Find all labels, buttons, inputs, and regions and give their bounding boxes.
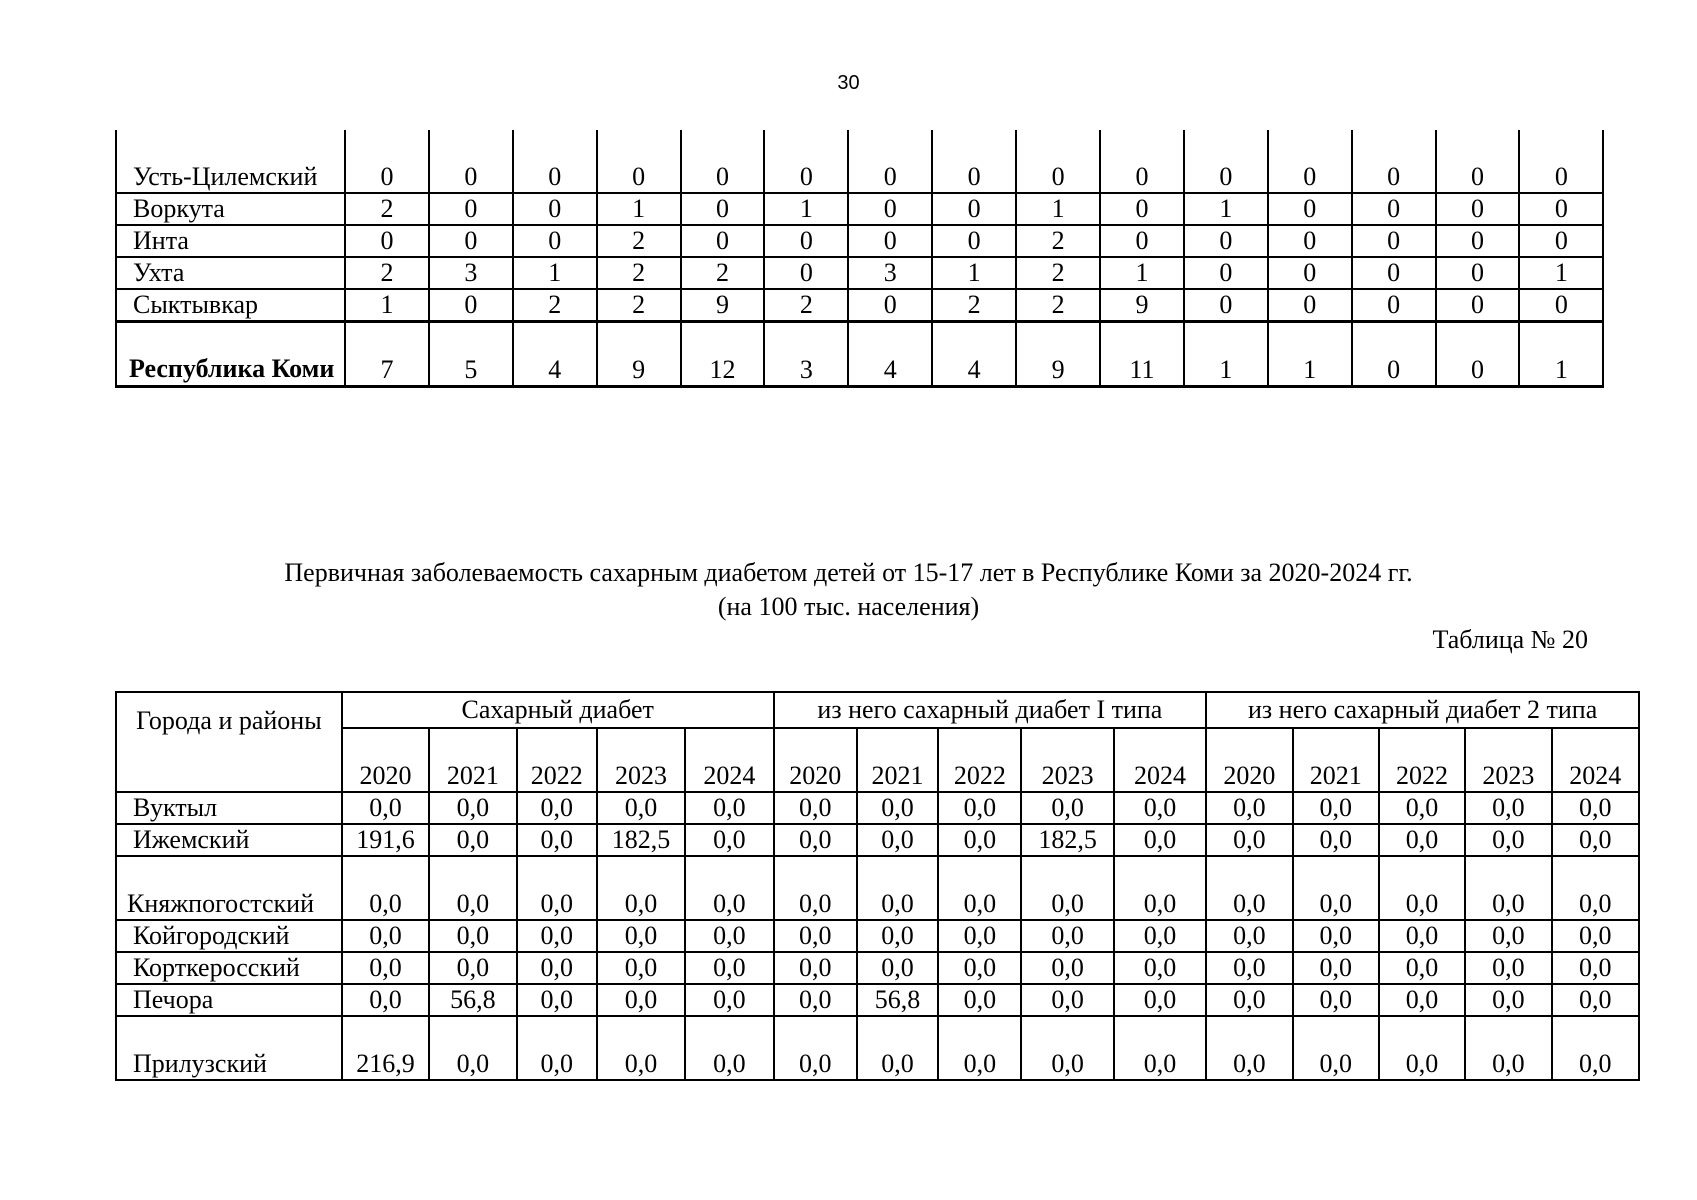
- cell-value: 2: [932, 289, 1016, 322]
- cell-value: 0,0: [685, 1016, 773, 1080]
- row-label: Ижемский: [116, 824, 342, 856]
- cell-value: 0,0: [685, 856, 773, 920]
- table-title-line-2: (на 100 тыс. населения): [717, 592, 980, 621]
- table-row: [116, 824, 1639, 856]
- cell-value: 2: [597, 225, 681, 257]
- cell-value: 0,0: [1379, 1016, 1465, 1080]
- cell-value: 1: [1100, 257, 1184, 289]
- cell-value: 0,0: [1293, 856, 1379, 920]
- cell-value: 1: [932, 257, 1016, 289]
- cell-value: 0: [513, 193, 597, 225]
- cell-value: 1: [1016, 193, 1100, 225]
- cell-value: 191,6: [342, 824, 429, 856]
- cell-value: 0,0: [1379, 824, 1465, 856]
- cell-value: 0,0: [1293, 952, 1379, 984]
- cell-value: 0: [1184, 225, 1268, 257]
- cell-value: 0,0: [429, 856, 516, 920]
- cell-value: 0: [1519, 225, 1603, 257]
- cell-value: 0,0: [685, 952, 773, 984]
- cell-value: 0,0: [517, 1016, 597, 1080]
- table-row: [116, 193, 1603, 225]
- year-header: 2020: [774, 728, 857, 792]
- cell-value: 0,0: [1465, 1016, 1551, 1080]
- cell-value: 2: [345, 193, 429, 225]
- cell-value: 0: [1100, 225, 1184, 257]
- cell-value: 3: [848, 257, 932, 289]
- cell-value: 0: [513, 225, 597, 257]
- cell-value: 0,0: [342, 792, 429, 824]
- cell-value: 0,0: [857, 920, 938, 952]
- cell-value: 0,0: [1552, 952, 1639, 984]
- cell-value: 0,0: [517, 984, 597, 1016]
- cell-value: 0: [597, 130, 681, 193]
- cell-value: 9: [1016, 322, 1100, 387]
- cell-value: 0: [1268, 193, 1352, 225]
- cell-value: 0: [1436, 322, 1520, 387]
- row-label: Печора: [116, 984, 342, 1016]
- cell-value: 0: [764, 257, 848, 289]
- cell-value: 0,0: [1379, 920, 1465, 952]
- cell-value: 0: [764, 225, 848, 257]
- cell-value: 0,0: [1379, 792, 1465, 824]
- corner-header: Города и районы: [116, 692, 342, 792]
- cell-value: 0: [932, 130, 1016, 193]
- year-header: 2022: [517, 728, 597, 792]
- cell-value: 0: [681, 193, 765, 225]
- cell-value: 0,0: [938, 856, 1021, 920]
- cell-value: 0: [429, 193, 513, 225]
- cell-value: 0,0: [597, 984, 685, 1016]
- cell-value: 0,0: [774, 984, 857, 1016]
- cell-value: 0,0: [1293, 1016, 1379, 1080]
- cell-value: 0,0: [429, 792, 516, 824]
- cell-value: 2: [681, 257, 765, 289]
- cell-value: 0,0: [1206, 856, 1292, 920]
- year-header: 2020: [342, 728, 429, 792]
- cell-value: 0: [1436, 193, 1520, 225]
- cell-value: 0,0: [429, 824, 516, 856]
- cell-value: 1: [1184, 322, 1268, 387]
- cell-value: 0,0: [1552, 824, 1639, 856]
- cell-value: 0,0: [685, 920, 773, 952]
- cell-value: 0,0: [597, 792, 685, 824]
- cell-value: 0,0: [685, 984, 773, 1016]
- cell-value: 0,0: [685, 792, 773, 824]
- row-label: Инта: [116, 225, 345, 257]
- cell-value: 0,0: [1465, 984, 1551, 1016]
- year-header: 2024: [685, 728, 773, 792]
- cell-value: 0: [1016, 130, 1100, 193]
- table-row: [116, 792, 1639, 824]
- cell-value: 0: [848, 225, 932, 257]
- cell-value: 1: [1184, 193, 1268, 225]
- cell-value: 0,0: [1206, 824, 1292, 856]
- cell-value: 0,0: [1379, 856, 1465, 920]
- cell-value: 0: [345, 225, 429, 257]
- cell-value: 0: [1268, 130, 1352, 193]
- year-header: 2022: [938, 728, 1021, 792]
- cell-value: 0: [429, 225, 513, 257]
- cell-value: 0,0: [685, 824, 773, 856]
- cell-value: 0,0: [1021, 1016, 1113, 1080]
- cell-value: 0,0: [1465, 952, 1551, 984]
- table-number: Таблица № 20: [1432, 625, 1588, 654]
- cell-value: 0,0: [517, 952, 597, 984]
- cell-value: 0,0: [774, 856, 857, 920]
- cell-value: 0,0: [1293, 984, 1379, 1016]
- cell-value: 0,0: [774, 952, 857, 984]
- cell-value: 0,0: [1114, 952, 1206, 984]
- cell-value: 2: [597, 257, 681, 289]
- cell-value: 0,0: [1206, 920, 1292, 952]
- cell-value: 0,0: [1552, 856, 1639, 920]
- cell-value: 0,0: [342, 984, 429, 1016]
- cell-value: 2: [1016, 225, 1100, 257]
- cell-value: 5: [429, 322, 513, 387]
- cell-value: 0,0: [1206, 792, 1292, 824]
- year-header: 2023: [1465, 728, 1551, 792]
- table-row: [116, 856, 1639, 920]
- cell-value: 0,0: [342, 920, 429, 952]
- cell-value: 0,0: [1465, 824, 1551, 856]
- cell-value: 0,0: [597, 856, 685, 920]
- cell-value: 0: [932, 225, 1016, 257]
- cell-value: 0,0: [1379, 984, 1465, 1016]
- cell-value: 0: [1352, 225, 1436, 257]
- cell-value: 2: [1016, 289, 1100, 322]
- cell-value: 0,0: [597, 952, 685, 984]
- cell-value: 1: [597, 193, 681, 225]
- year-header: 2021: [857, 728, 938, 792]
- row-label: Княжпогостский: [116, 856, 342, 920]
- cell-value: 1: [345, 289, 429, 322]
- cell-value: 11: [1100, 322, 1184, 387]
- table-row: [116, 952, 1639, 984]
- cell-value: 0: [932, 193, 1016, 225]
- cell-value: 0,0: [1379, 952, 1465, 984]
- cell-value: 1: [513, 257, 597, 289]
- cell-value: 0,0: [429, 1016, 516, 1080]
- cell-value: 0: [429, 289, 513, 322]
- cell-value: 0: [1184, 257, 1268, 289]
- cell-value: 0: [1352, 289, 1436, 322]
- cell-value: 0,0: [1021, 952, 1113, 984]
- cell-value: 182,5: [1021, 824, 1113, 856]
- cell-value: 2: [597, 289, 681, 322]
- cell-value: 0,0: [429, 952, 516, 984]
- cell-value: 56,8: [429, 984, 516, 1016]
- cell-value: 0,0: [1114, 920, 1206, 952]
- year-header: 2020: [1206, 728, 1292, 792]
- cell-value: 0,0: [1552, 920, 1639, 952]
- cell-value: 0: [1100, 130, 1184, 193]
- cell-value: 0,0: [774, 920, 857, 952]
- table-row: [116, 984, 1639, 1016]
- row-label: Республика Коми: [116, 322, 345, 387]
- group-header-row: [116, 692, 1639, 728]
- cell-value: 2: [764, 289, 848, 322]
- row-label: Корткеросский: [116, 952, 342, 984]
- cell-value: 0,0: [1114, 856, 1206, 920]
- cell-value: 0,0: [1114, 1016, 1206, 1080]
- row-label: Вуктыл: [116, 792, 342, 824]
- cell-value: 0: [681, 130, 765, 193]
- row-label: Усть-Цилемский: [116, 130, 345, 193]
- cell-value: 0: [1268, 257, 1352, 289]
- cell-value: 0: [848, 289, 932, 322]
- cell-value: 0,0: [597, 1016, 685, 1080]
- cell-value: 2: [345, 257, 429, 289]
- cell-value: 0,0: [1206, 952, 1292, 984]
- cell-value: 0,0: [517, 792, 597, 824]
- cell-value: 0,0: [1293, 824, 1379, 856]
- cell-value: 0,0: [1293, 792, 1379, 824]
- cell-value: 0,0: [774, 1016, 857, 1080]
- year-header: 2024: [1114, 728, 1206, 792]
- cell-value: 0,0: [938, 920, 1021, 952]
- cell-value: 0,0: [1114, 824, 1206, 856]
- cell-value: 0,0: [1206, 984, 1292, 1016]
- cell-value: 182,5: [597, 824, 685, 856]
- row-label: Сыктывкар: [116, 289, 345, 322]
- cell-value: 7: [345, 322, 429, 387]
- cell-value: 0: [1268, 225, 1352, 257]
- cell-value: 0,0: [429, 920, 516, 952]
- row-label: Прилузский: [116, 1016, 342, 1080]
- cell-value: 0: [1100, 193, 1184, 225]
- table-row: [116, 130, 1603, 193]
- cell-value: 0: [1184, 289, 1268, 322]
- cell-value: 0,0: [517, 856, 597, 920]
- cell-value: 1: [1519, 322, 1603, 387]
- cell-value: 2: [513, 289, 597, 322]
- table-title: [0, 556, 1697, 624]
- cell-value: 0,0: [517, 824, 597, 856]
- cell-value: 0: [1436, 130, 1520, 193]
- cell-value: 0,0: [1021, 856, 1113, 920]
- cell-value: 0,0: [857, 856, 938, 920]
- cell-value: 216,9: [342, 1016, 429, 1080]
- cell-value: 0,0: [1552, 792, 1639, 824]
- year-header: 2022: [1379, 728, 1465, 792]
- cell-value: 0: [1436, 257, 1520, 289]
- cell-value: 0: [1268, 289, 1352, 322]
- row-label: Ухта: [116, 257, 345, 289]
- cell-value: 0,0: [342, 856, 429, 920]
- cell-value: 0: [848, 130, 932, 193]
- table-row: [116, 257, 1603, 289]
- page-number: 30: [837, 72, 860, 94]
- cell-value: 0,0: [938, 824, 1021, 856]
- cell-value: 0,0: [1293, 920, 1379, 952]
- cell-value: 0: [681, 225, 765, 257]
- table-row: [116, 920, 1639, 952]
- cell-value: 3: [764, 322, 848, 387]
- cell-value: 0,0: [342, 952, 429, 984]
- year-header: 2024: [1552, 728, 1639, 792]
- cell-value: 0: [345, 130, 429, 193]
- cell-value: 0: [1184, 130, 1268, 193]
- cell-value: 1: [1268, 322, 1352, 387]
- cell-value: 2: [1016, 257, 1100, 289]
- cell-value: 0: [848, 193, 932, 225]
- table-title-line-1: Первичная заболеваемость сахарным диабетом детей от 15-17 лет в Республике Коми за 2020-2024 гг.: [284, 558, 1413, 587]
- cell-value: 4: [513, 322, 597, 387]
- cell-value: 0: [1352, 322, 1436, 387]
- cell-value: 0,0: [857, 952, 938, 984]
- cell-value: 0,0: [857, 824, 938, 856]
- cell-value: 0,0: [517, 920, 597, 952]
- year-header: 2023: [1021, 728, 1113, 792]
- cell-value: 1: [1519, 257, 1603, 289]
- cell-value: 3: [429, 257, 513, 289]
- cell-value: 0,0: [1021, 920, 1113, 952]
- cell-value: 0: [1436, 225, 1520, 257]
- cell-value: 0,0: [1021, 792, 1113, 824]
- cell-value: 56,8: [857, 984, 938, 1016]
- cell-value: 0,0: [857, 1016, 938, 1080]
- cell-value: 0: [1519, 289, 1603, 322]
- table-row: [116, 289, 1603, 322]
- cell-value: 0: [764, 130, 848, 193]
- cell-value: 0,0: [1114, 984, 1206, 1016]
- cell-value: 0: [1436, 289, 1520, 322]
- cell-value: 0: [1352, 193, 1436, 225]
- cell-value: 9: [597, 322, 681, 387]
- cell-value: 0,0: [1552, 1016, 1639, 1080]
- cell-value: 0: [513, 130, 597, 193]
- cell-value: 0,0: [938, 984, 1021, 1016]
- cell-value: 0,0: [1465, 792, 1551, 824]
- cell-value: 0,0: [1465, 920, 1551, 952]
- cell-value: 12: [681, 322, 765, 387]
- cell-value: 0,0: [938, 792, 1021, 824]
- cell-value: 0: [1352, 257, 1436, 289]
- row-label: Койгородский: [116, 920, 342, 952]
- table-continuation: [115, 130, 1604, 388]
- group-header-type2: из него сахарный диабет 2 типа: [1206, 692, 1639, 728]
- cell-value: 4: [848, 322, 932, 387]
- diabetes-incidence-table: [115, 691, 1640, 1081]
- table-row: [116, 225, 1603, 257]
- cell-value: 0,0: [857, 792, 938, 824]
- cell-value: 0,0: [1465, 856, 1551, 920]
- cell-value: 0,0: [597, 920, 685, 952]
- year-header: 2021: [429, 728, 516, 792]
- cell-value: 0,0: [774, 792, 857, 824]
- cell-value: 0,0: [938, 952, 1021, 984]
- cell-value: 0: [1352, 130, 1436, 193]
- cell-value: 0,0: [1206, 1016, 1292, 1080]
- year-header: 2023: [597, 728, 685, 792]
- row-label: Воркута: [116, 193, 345, 225]
- cell-value: 9: [681, 289, 765, 322]
- cell-value: 1: [764, 193, 848, 225]
- group-header-diabetes: Сахарный диабет: [342, 692, 774, 728]
- cell-value: 0,0: [1021, 984, 1113, 1016]
- table-row: [116, 1016, 1639, 1080]
- cell-value: 4: [932, 322, 1016, 387]
- cell-value: 0: [1519, 193, 1603, 225]
- year-header-row: [116, 728, 1639, 792]
- cell-value: 0,0: [1114, 792, 1206, 824]
- table-row: [116, 322, 1603, 387]
- cell-value: 0: [1519, 130, 1603, 193]
- cell-value: 0,0: [1552, 984, 1639, 1016]
- cell-value: 0,0: [774, 824, 857, 856]
- year-header: 2021: [1293, 728, 1379, 792]
- cell-value: 0: [429, 130, 513, 193]
- cell-value: 0,0: [938, 1016, 1021, 1080]
- group-header-type1: из него сахарный диабет I типа: [774, 692, 1207, 728]
- cell-value: 9: [1100, 289, 1184, 322]
